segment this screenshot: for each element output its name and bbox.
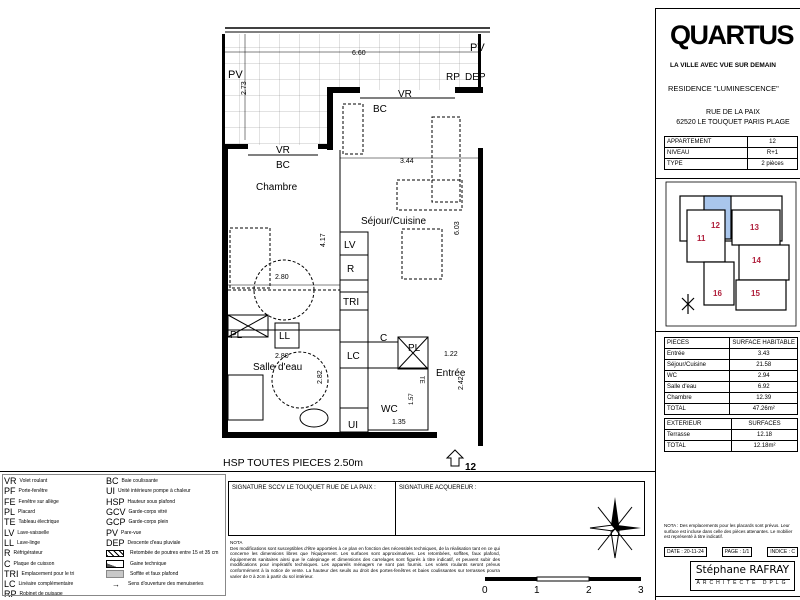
legend-item: RP Robinet de puisage	[4, 589, 63, 600]
right-top-line	[656, 8, 800, 9]
date: DATE : 20-11-24	[664, 547, 707, 557]
table-row	[665, 393, 798, 404]
pv-label: PV	[470, 42, 485, 54]
legend-item: PF Porte-fenêtre	[4, 486, 48, 497]
date-row	[664, 547, 798, 557]
architect-name: Stéphane RAFRAY	[695, 564, 790, 576]
dim-chambre-depth: 4.17	[320, 233, 327, 247]
panel-divider	[655, 8, 656, 600]
table-row	[665, 338, 798, 349]
table-row	[665, 159, 798, 170]
divider	[656, 331, 800, 332]
cell: Chambre	[665, 393, 730, 404]
quartus-logo: QUARTUS	[670, 20, 793, 50]
divider	[656, 178, 800, 179]
cell: 2 pièces	[748, 159, 798, 170]
pl-label: PL	[408, 343, 421, 354]
legend-item: GCV Garde-corps vitré	[106, 507, 168, 518]
bc-label: BC	[276, 160, 290, 171]
dim-wc-width: 1.35	[392, 419, 406, 426]
legend-item: BC Baie coulissante	[106, 476, 158, 487]
legend-item: TRI Emplacement pour le tri	[4, 568, 75, 579]
street: RUE DE LA PAIX	[706, 109, 760, 116]
address	[668, 108, 798, 128]
cell: 47.26m²	[730, 404, 798, 415]
cell: APPARTEMENT	[665, 137, 748, 148]
signature-buyer[interactable]: SIGNATURE ACQUEREUR :	[399, 485, 477, 491]
ll-label: LL	[279, 331, 291, 342]
table-row	[665, 148, 798, 159]
cell: 6.92	[730, 382, 798, 393]
terrace-depth: 2.73	[241, 81, 248, 95]
room-entree: Entrée	[436, 368, 466, 379]
cell: TYPE	[665, 159, 748, 170]
dim-sejour-depth: 6.03	[454, 221, 461, 235]
dim-sdb-width: 2.80	[275, 353, 289, 360]
room-wc: WC	[381, 404, 398, 415]
table-row	[665, 371, 798, 382]
arrow-icon: →	[112, 579, 120, 589]
nota-text: Des modifications sont susceptibles d'être apportées à ce plan en fonction des nécessités techniques, de la réalisation tant en ce qui concerne les dimensions libres que l'équipement. Les surfaces sont approximatives. Les retombées, soffites, faux plafond, équipements sanitaires ainsi que le calepinage et dimensions des carrelages sont figurés à titre indicatif, et peuvent subir des modifications pour impératifs techniques. Les appareils ménagers ne sont pas fournis. Les volets roulants seront prévus conformément à la notice de vente. La hauteur des seuils au droit des portes-fenêtres et baies coulissantes sur terrasses pourra varier de 0 à 2cm à partir du sol intérieur.	[230, 545, 500, 579]
signature-box	[228, 481, 645, 536]
cell: TOTAL	[665, 441, 732, 452]
unit-label: 14	[752, 256, 761, 265]
cell: Terrasse	[665, 430, 732, 441]
compass-icon	[588, 495, 643, 560]
page-number: PAGE : 1/1	[722, 547, 753, 557]
terrace-width: 6.60	[352, 50, 366, 57]
residence-name: RESIDENCE "LUMINESCENCE"	[668, 84, 779, 93]
table-row	[665, 360, 798, 371]
vr-label: VR	[276, 145, 290, 156]
key-plan	[664, 180, 798, 328]
tri-label: TRI	[343, 297, 360, 308]
legend-item: LC Linéaire complémentaire	[4, 579, 74, 590]
scale-label: 1	[534, 585, 540, 596]
cell: TOTAL	[665, 404, 730, 415]
scale-label: 3	[638, 585, 644, 596]
lc-label: LC	[347, 351, 360, 362]
exterior-table	[664, 418, 798, 452]
legend-item: → Sens d'ouverture des menuiseries	[112, 579, 204, 589]
vr-label: VR	[398, 89, 412, 100]
cell: Séjour/Cuisine	[665, 360, 730, 371]
cell: R+1	[748, 148, 798, 159]
table-row	[665, 404, 798, 415]
rooms-table	[664, 337, 798, 415]
table-row	[665, 430, 798, 441]
room-chambre: Chambre	[256, 182, 298, 193]
legend-item: FE Fenêtre sur allège	[4, 496, 59, 507]
city: 62520 LE TOUQUET PARIS PLAGE	[676, 119, 790, 126]
indice: INDICE : C	[767, 547, 798, 557]
dim-sdb-depth: 2.82	[317, 370, 324, 384]
cell: 12.18	[732, 430, 798, 441]
scale-label: 0	[482, 585, 488, 596]
header-cell: SURFACES	[732, 419, 798, 430]
legend-item: PL Placard	[4, 507, 35, 518]
unit-label: 12	[711, 221, 720, 230]
cell: 2.94	[730, 371, 798, 382]
cell: NIVEAU	[665, 148, 748, 159]
scale-label: 2	[586, 585, 592, 596]
dim-entree-depth: 2.42	[458, 376, 465, 390]
header-cell: EXTERIEUR	[665, 419, 732, 430]
pl-label: PL	[230, 330, 243, 341]
legend-item: R Réfrigérateur	[4, 548, 43, 559]
legend-item: PV Pare-vue	[106, 527, 142, 538]
header-cell: PIECES	[665, 338, 730, 349]
entry-arrow-icon	[447, 450, 463, 466]
te-label: TE	[418, 376, 424, 384]
legend-border	[2, 474, 226, 596]
cell: 21.58	[730, 360, 798, 371]
apartment-info-table	[664, 136, 798, 170]
rp-label: RP	[446, 72, 460, 83]
bc-label: BC	[373, 104, 387, 115]
room-sejour: Séjour/Cuisine	[361, 216, 427, 227]
legend-item: Soffite et faux plafond	[106, 569, 226, 579]
lv-label: LV	[344, 240, 356, 251]
cell: 3.43	[730, 349, 798, 360]
unit-label: 13	[750, 223, 759, 232]
table-row	[665, 441, 798, 452]
dim-sejour-width: 3.44	[400, 158, 414, 165]
table-row	[665, 137, 798, 148]
dim-chambre-width: 2.80	[275, 274, 289, 281]
legend-item: TE Tableau électrique	[4, 517, 60, 528]
unit-label: 15	[751, 289, 760, 298]
architect-title: ARCHITECTE DPLG	[696, 580, 789, 586]
legend-item: LL Lave-linge	[4, 537, 41, 548]
legend-item: HSP Hauteur sous plafond	[106, 496, 176, 507]
cell: 12.39	[730, 393, 798, 404]
dep-label: DEP	[465, 72, 486, 83]
entry-number: 12	[465, 462, 477, 471]
ui-label: UI	[348, 420, 358, 431]
unit-label: 11	[697, 234, 706, 243]
hsp-note: HSP TOUTES PIECES 2.50m	[223, 457, 364, 469]
right-bottom-line	[656, 596, 800, 597]
header-cell: SURFACE HABITABLE	[730, 338, 798, 349]
cell: 12	[748, 137, 798, 148]
nota	[230, 540, 500, 579]
r-label: R	[347, 264, 355, 275]
cell: Salle d'eau	[665, 382, 730, 393]
signature-sccv[interactable]: SIGNATURE SCCV LE TOUQUET RUE DE LA PAIX :	[229, 482, 396, 535]
legend-item: DEP Descente d'eau pluviale	[106, 537, 181, 548]
dim-entree-width: 1.22	[444, 351, 458, 358]
legend-item: UI Unité intérieure pompe à chaleur	[106, 486, 191, 497]
dim-wc-depth: 1.57	[409, 393, 415, 405]
room-salle-eau: Salle d'eau	[253, 362, 303, 373]
legend-item: Gaine technique	[106, 558, 226, 568]
legend-item: LV Lave-vaisselle	[4, 527, 50, 538]
legend-divider	[0, 471, 655, 472]
legend-item: GCP Garde-corps plein	[106, 517, 169, 528]
north-arrow-icon	[682, 294, 694, 314]
cell: WC	[665, 371, 730, 382]
table-row	[665, 382, 798, 393]
pv-label: PV	[228, 69, 243, 81]
tagline: LA VILLE AVEC VUE SUR DEMAIN	[670, 62, 776, 69]
nota-title: NOTA	[230, 540, 243, 545]
architect-logo	[690, 561, 795, 591]
unit-label: 16	[713, 289, 722, 298]
table-row	[665, 419, 798, 430]
scale-bar	[480, 575, 650, 597]
legend-item: C Plaque de cuisson	[4, 558, 55, 569]
c-label: C	[380, 333, 388, 344]
legend-item: VR Volet roulant	[4, 476, 48, 487]
cell: Entrée	[665, 349, 730, 360]
table-row	[665, 349, 798, 360]
right-note: NOTA : Des emplacements pour les placards sont prévus. Leur surface est incluse dans celle des pièces attenantes. Le mobilier est représenté à titre indicatif.	[664, 523, 793, 539]
legend-item: Retombée de poutres entre 15 et 35 cm	[106, 548, 226, 558]
cell: 12.18m²	[732, 441, 798, 452]
